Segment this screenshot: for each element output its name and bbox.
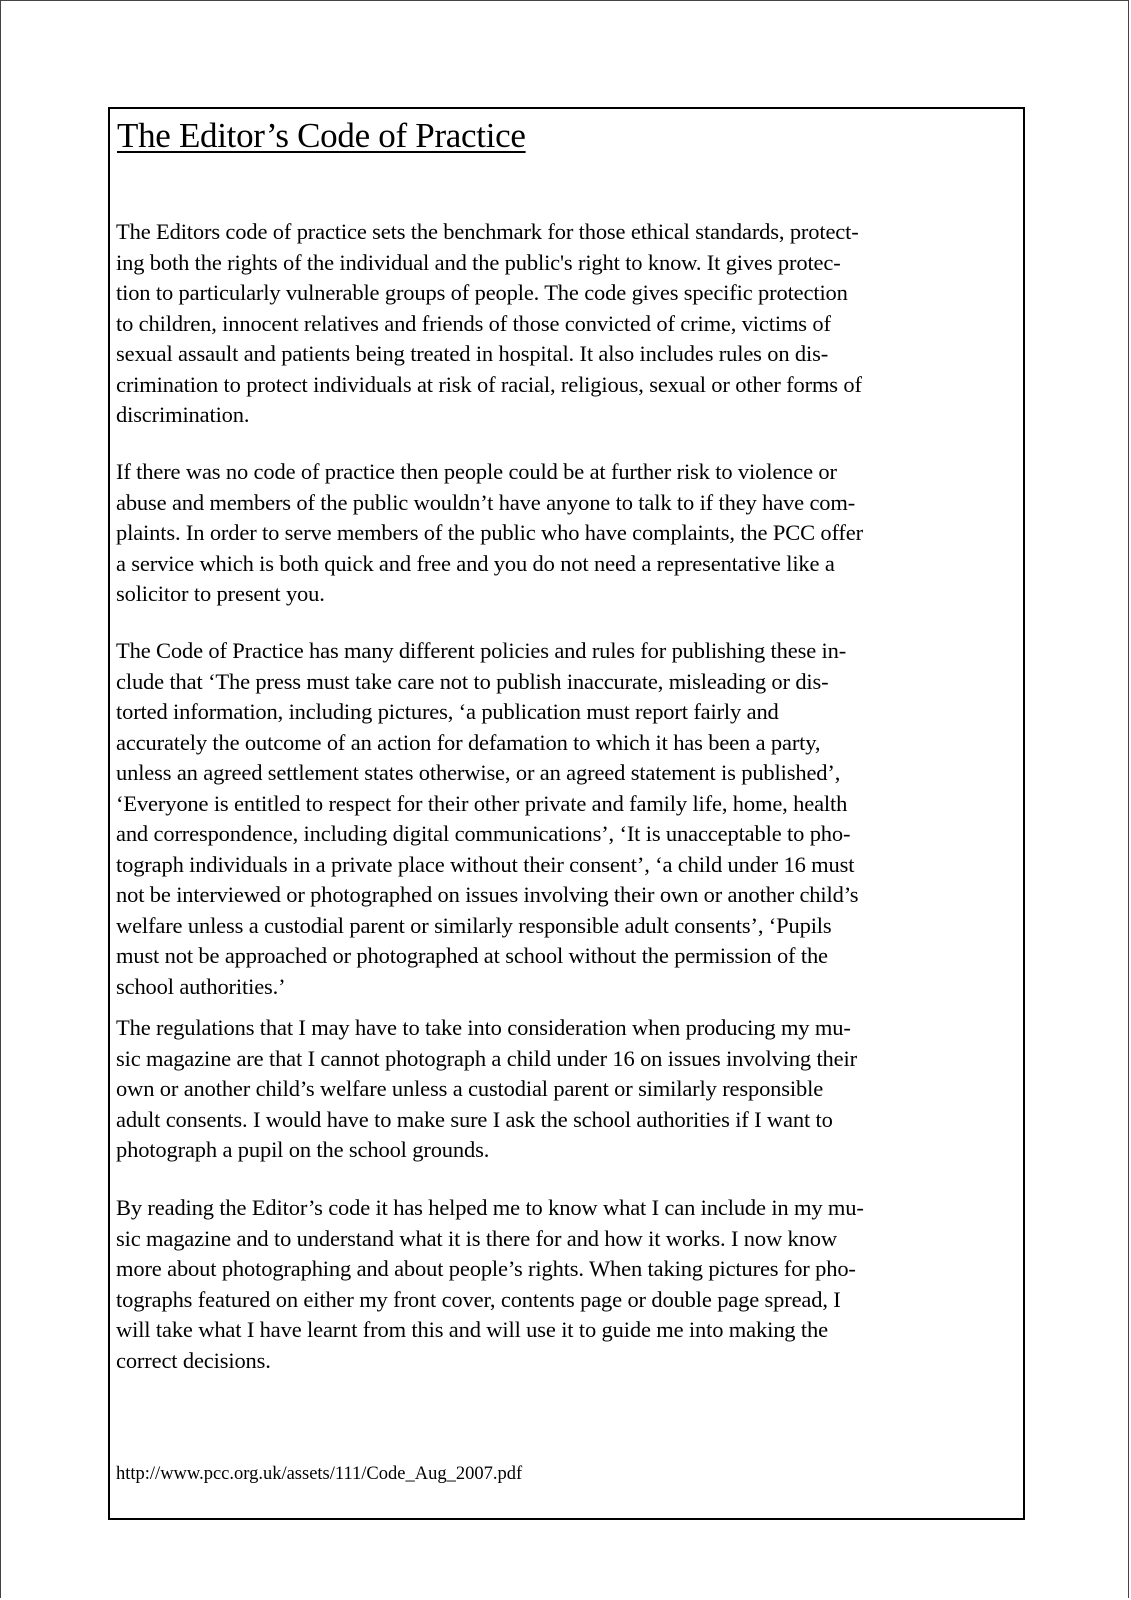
text-line: own or another child’s welfare unless a custodial parent or similarly responsible [116,1076,824,1101]
text-line: must not be approached or photographed at school without the permission of the [116,943,828,968]
text-line: crimination to protect individuals at risk of racial, religious, sexual or other forms of [116,371,862,397]
text-line: The Editors code of practice sets the benchmark for those ethical standards, protect- [116,219,859,244]
text-line: By reading the Editor’s code it has helped me to know what I can include in my mu- [116,1195,864,1220]
text-line: will take what I have learnt from this and will use it to guide me into making the [116,1317,828,1342]
text-line: discrimination. [116,402,250,427]
text-line: clude that ‘The press must take care not to publish inaccurate, misleading or dis- [116,668,829,694]
text-line: The Code of Practice has many different policies and rules for publishing these in- [116,638,847,663]
text-line: The regulations that I may have to take into consideration when producing my mu- [116,1015,851,1040]
paragraph-intro [116,217,1016,431]
text-line: to children, innocent relatives and friends of those convicted of crime, victims of [116,310,831,336]
text-line: plaints. In order to serve members of the public who have complaints, the PCC offer [116,520,863,545]
text-line: a service which is both quick and free and you do not need a representative like a [116,550,835,576]
text-line: school authorities.’ [116,973,286,999]
text-line: adult consents. I would have to make sure I ask the school authorities if I want to [116,1106,833,1132]
text-line: and correspondence, including digital communications’, ‘It is unacceptable to pho- [116,821,851,846]
text-line: If there was no code of practice then people could be at further risk to violence or [116,459,837,484]
text-line: ‘Everyone is entitled to respect for their other private and family life, home, health [116,790,848,816]
text-line: sic magazine are that I cannot photograph a child under 16 on issues involving their [116,1045,857,1071]
text-line: tion to particularly vulnerable groups of people. The code gives specific protection [116,280,848,305]
paragraph-policies [116,636,1016,1002]
text-line: accurately the outcome of an action for defamation to which it has been a party, [116,729,821,755]
text-line: correct decisions. [116,1347,271,1373]
text-line: abuse and members of the public wouldn’t have anyone to talk to if they have com- [116,489,856,515]
text-line: more about photographing and about people’s rights. When taking pictures for pho- [116,1256,856,1281]
text-line: not be interviewed or photographed on issues involving their own or another child’s [116,882,859,907]
paragraph-conclusion [116,1193,1016,1376]
paragraph-risk [116,457,1016,610]
text-line: solicitor to present you. [116,581,325,606]
page-title: The Editor’s Code of Practice [117,116,526,155]
text-line: sexual assault and patients being treated in hospital. It also includes rules on dis- [116,341,829,366]
text-line: welfare unless a custodial parent or similarly responsible adult consents’, ‘Pupils [116,912,832,938]
text-line: tograph individuals in a private place without their consent’, ‘a child under 16 must [116,851,855,877]
paragraph-regulations [116,1013,1016,1166]
text-line: photograph a pupil on the school grounds. [116,1137,490,1162]
source-url: http://www.pcc.org.uk/assets/111/Code_Aug_2007.pdf [116,1464,523,1484]
text-line: unless an agreed settlement states otherwise, or an agreed statement is published’, [116,760,841,785]
text-line: torted information, including pictures, ‘a publication must report fairly and [116,699,779,724]
text-line: ing both the rights of the individual and the public's right to know. It gives protec- [116,249,841,275]
text-line: tographs featured on either my front cover, contents page or double page spread, I [116,1286,841,1312]
text-line: sic magazine and to understand what it is there for and how it works. I now know [116,1225,837,1251]
